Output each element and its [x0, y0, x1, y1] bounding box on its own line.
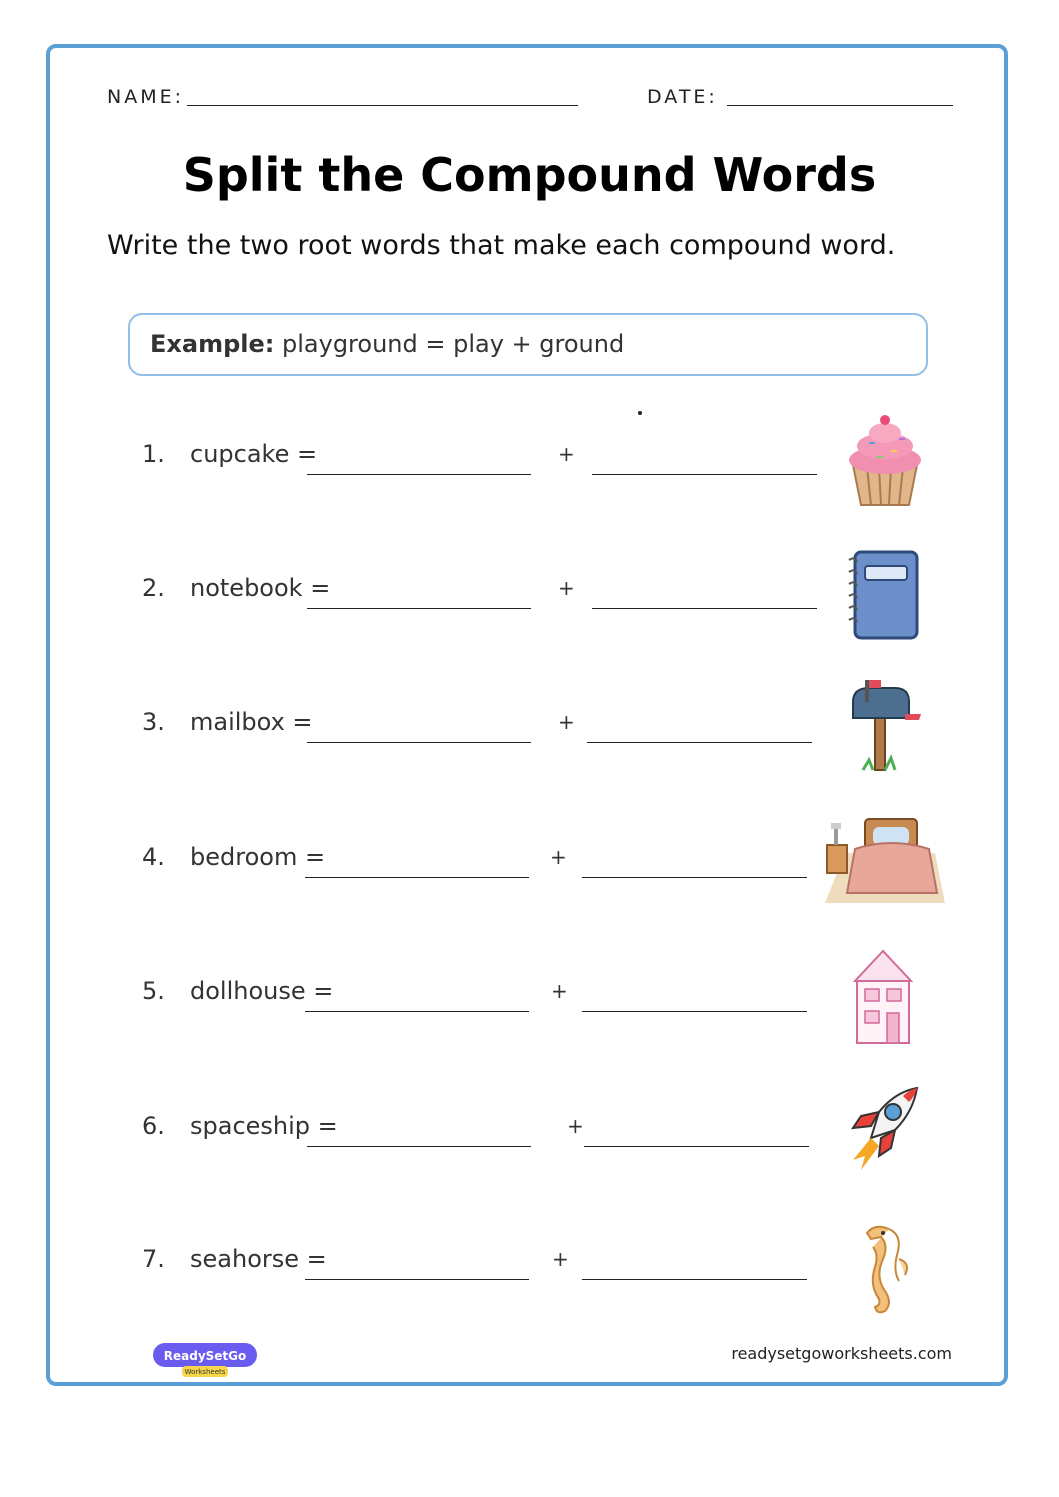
example-text [150, 330, 624, 358]
item-number: 1. [142, 440, 165, 468]
item-number: 5. [142, 977, 165, 1005]
compound-word: bedroom = [190, 843, 326, 871]
item-number: 6. [142, 1112, 165, 1140]
answer-line-2[interactable] [582, 1011, 807, 1012]
plus-sign: + [552, 1247, 569, 1271]
readysetgo-logo [152, 1341, 258, 1379]
list-item [0, 1112, 1059, 1172]
list-item [0, 977, 1059, 1037]
item-number: 7. [142, 1245, 165, 1273]
compound-word: dollhouse = [190, 977, 334, 1005]
answer-line-1[interactable] [307, 474, 531, 475]
compound-word: notebook = [190, 574, 331, 602]
plus-sign: + [558, 576, 575, 600]
answer-line-1[interactable] [305, 877, 529, 878]
notebook-icon [825, 544, 945, 644]
list-item [0, 440, 1059, 500]
example-content: playground = play + ground [282, 330, 625, 358]
list-item [0, 708, 1059, 768]
answer-line-2[interactable] [582, 1279, 807, 1280]
item-number: 4. [142, 843, 165, 871]
example-box [128, 313, 928, 376]
compound-word: mailbox = [190, 708, 313, 736]
answer-line-1[interactable] [307, 1146, 531, 1147]
answer-line-2[interactable] [587, 742, 812, 743]
item-number: 2. [142, 574, 165, 602]
instructions: Write the two root words that make each compound word. [107, 230, 896, 261]
item-number: 3. [142, 708, 165, 736]
page-title: Split the Compound Words [182, 148, 877, 202]
plus-sign: + [558, 710, 575, 734]
answer-line-1[interactable] [307, 608, 531, 609]
plus-sign: + [567, 1114, 584, 1138]
compound-word: cupcake = [190, 440, 318, 468]
stray-dot [638, 411, 642, 415]
list-item [0, 843, 1059, 903]
svg-text:ReadySetGo: ReadySetGo [163, 1349, 247, 1363]
example-label: Example: [150, 330, 275, 358]
cupcake-icon [825, 410, 945, 510]
answer-line-2[interactable] [582, 877, 807, 878]
name-label: NAME: [107, 86, 185, 108]
answer-line-1[interactable] [307, 742, 531, 743]
seahorse-icon [825, 1215, 945, 1315]
plus-sign: + [558, 442, 575, 466]
answer-line-2[interactable] [592, 474, 817, 475]
dollhouse-icon [825, 947, 945, 1047]
plus-sign: + [551, 979, 568, 1003]
answer-line-2[interactable] [592, 608, 817, 609]
name-line[interactable] [187, 105, 578, 106]
mailbox-icon [825, 678, 945, 778]
compound-word: seahorse = [190, 1245, 327, 1273]
rocket-icon [825, 1082, 945, 1182]
answer-line-1[interactable] [305, 1279, 529, 1280]
bed-icon [825, 813, 945, 913]
answer-line-2[interactable] [584, 1146, 809, 1147]
date-label: DATE: [647, 86, 718, 108]
list-item [0, 1245, 1059, 1305]
date-line[interactable] [727, 105, 953, 106]
answer-line-1[interactable] [305, 1011, 529, 1012]
svg-text:Worksheets: Worksheets [184, 1368, 226, 1376]
plus-sign: + [550, 845, 567, 869]
website-link[interactable]: readysetgoworksheets.com [731, 1344, 952, 1363]
list-item [0, 574, 1059, 634]
compound-word: spaceship = [190, 1112, 338, 1140]
